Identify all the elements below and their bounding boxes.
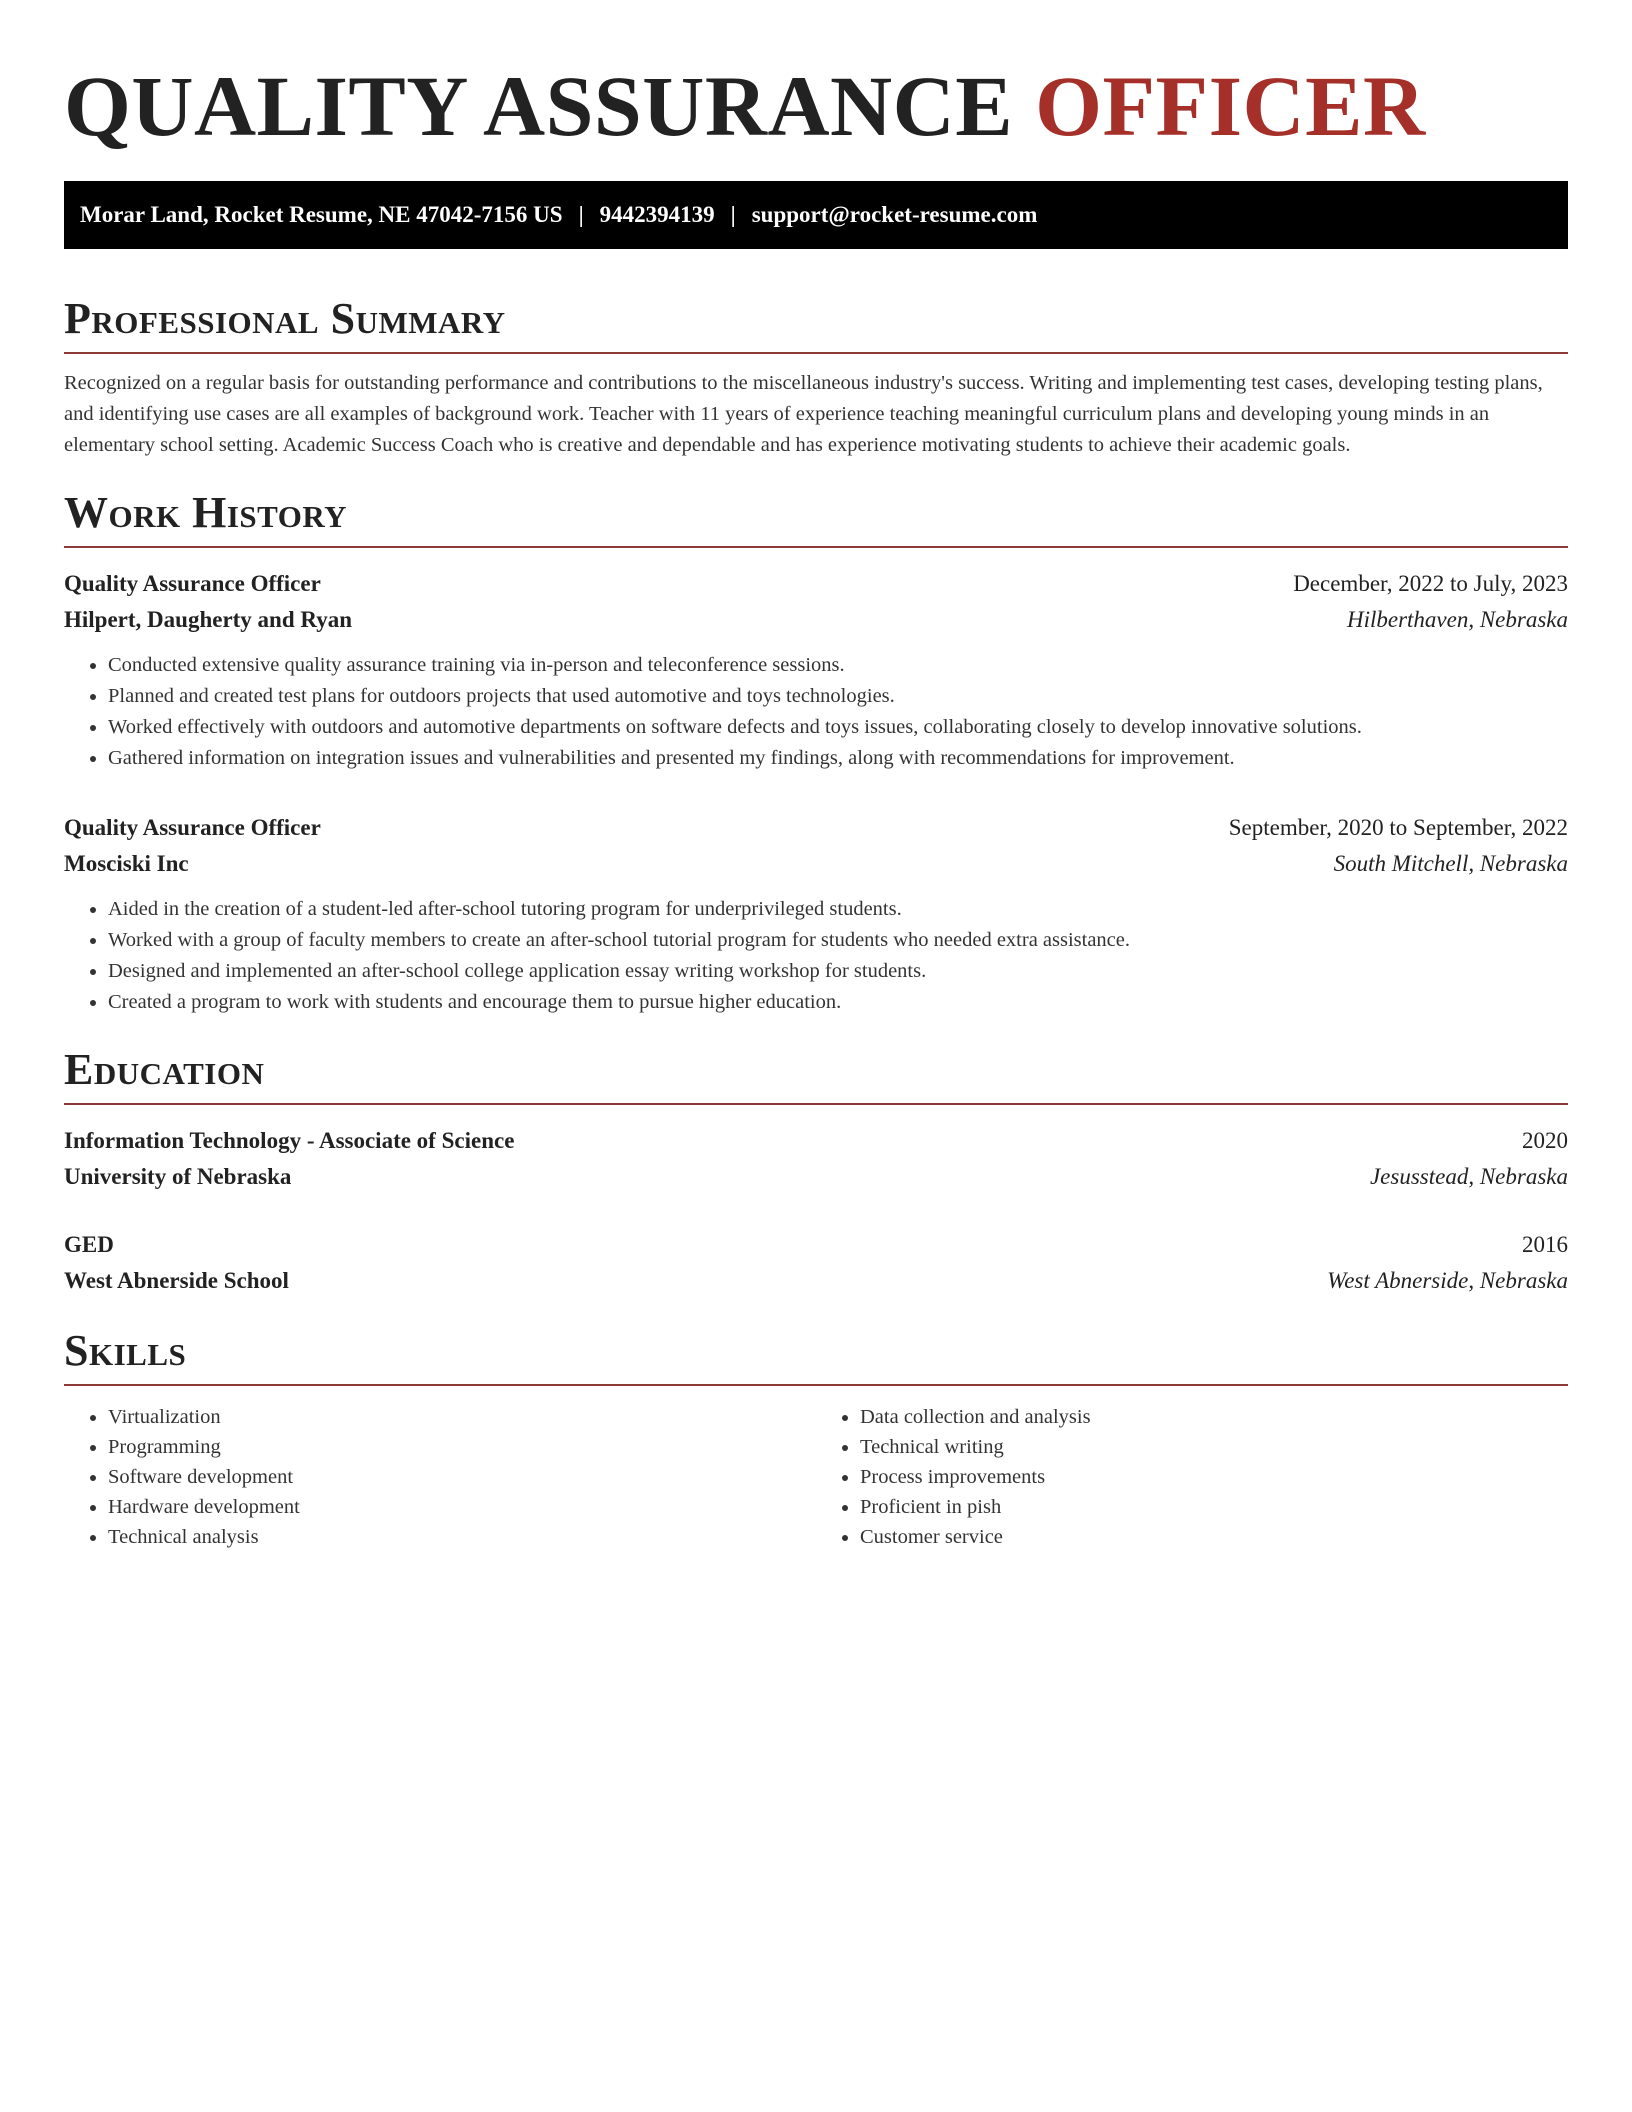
- skills-section: [64, 1325, 1568, 1552]
- professional-summary-section: [64, 293, 1568, 461]
- list-item: • Conducted extensive quality assurance training via in-person and teleconference sessions.: [108, 650, 1568, 681]
- section-heading: Education: [64, 1044, 1568, 1105]
- skill-item: • Software development: [108, 1462, 816, 1492]
- job-company: Mosciski Inc: [64, 851, 189, 877]
- job-title: Quality Assurance Officer: [64, 815, 321, 841]
- education-header-row: [64, 1123, 1568, 1159]
- skills-list-right: [816, 1402, 1568, 1552]
- title-accent: OFFICER: [1035, 58, 1426, 154]
- skills-grid: [64, 1402, 1568, 1552]
- list-item: • Created a program to work with students and encourage them to pursue higher education.: [108, 987, 1568, 1018]
- job-dates: December, 2022 to July, 2023: [1293, 571, 1568, 597]
- education-year: 2016: [1522, 1231, 1568, 1257]
- skill-item: • Proficient in pish: [860, 1492, 1568, 1522]
- degree: Information Technology - Associate of Science: [64, 1127, 515, 1153]
- job-title: Quality Assurance Officer: [64, 571, 321, 597]
- job-bullets: [64, 650, 1568, 774]
- degree: GED: [64, 1231, 114, 1257]
- education-header-row: [64, 1227, 1568, 1263]
- skill-item: • Process improvements: [860, 1462, 1568, 1492]
- school-location: West Abnerside, Nebraska: [1327, 1267, 1568, 1293]
- contact-address: Morar Land, Rocket Resume, NE 47042-7156 US: [80, 202, 563, 228]
- title-main: QUALITY ASSURANCE: [64, 58, 1014, 154]
- skill-item: • Technical analysis: [108, 1522, 816, 1552]
- education-entry: [64, 1227, 1568, 1299]
- work-history-section: [64, 487, 1568, 1018]
- job-entry: [64, 566, 1568, 774]
- education-school-row: [64, 1159, 1568, 1195]
- list-item: • Worked with a group of faculty members to create an after-school tutorial program for students who needed extra assistance.: [108, 925, 1568, 956]
- job-dates: September, 2020 to September, 2022: [1228, 815, 1568, 841]
- job-location: Hilberthaven, Nebraska: [1346, 607, 1568, 633]
- list-item: • Aided in the creation of a student-led after-school tutoring program for underprivileged students.: [108, 894, 1568, 925]
- school-location: Jesusstead, Nebraska: [1369, 1163, 1568, 1189]
- contact-phone[interactable]: 9442394139: [599, 202, 715, 228]
- list-item: • Worked effectively with outdoors and automotive departments on software defects and toys issues, collaborating closely to develop innovative solutions.: [108, 712, 1568, 743]
- education-school-row: [64, 1263, 1568, 1299]
- job-company: Hilpert, Daugherty and Ryan: [64, 607, 352, 633]
- job-company-row: [64, 846, 1568, 882]
- contact-bar: [64, 181, 1568, 249]
- contact-separator: |: [578, 202, 584, 228]
- skill-item: • Technical writing: [860, 1432, 1568, 1462]
- list-item: • Gathered information on integration issues and vulnerabilities and presented my findings, along with recommendations for improvement.: [108, 743, 1568, 774]
- job-company-row: [64, 602, 1568, 638]
- education-year: 2020: [1522, 1127, 1568, 1153]
- job-bullets: [64, 894, 1568, 1018]
- education-section: [64, 1044, 1568, 1299]
- skill-item: • Data collection and analysis: [860, 1402, 1568, 1432]
- job-header-row: [64, 810, 1568, 846]
- job-location: South Mitchell, Nebraska: [1333, 851, 1568, 877]
- section-heading: Professional Summary: [64, 293, 1568, 354]
- summary-text: Recognized on a regular basis for outstanding performance and contributions to the miscellaneous industry's success. Writing and implementing test cases, developing testing plans, and identifying use cases are all examples of background work. Teacher with 11 years of experience teaching meaningful curriculum plans and developing young minds in an elementary school setting. Academic Success Coach who is creative and dependable and has experience motivating students to achieve their academic goals.: [64, 372, 1543, 457]
- contact-email[interactable]: support@rocket-resume.com: [751, 202, 1038, 228]
- section-heading: Work History: [64, 487, 1568, 548]
- contact-separator: |: [730, 202, 736, 228]
- school-name: West Abnerside School: [64, 1267, 289, 1293]
- skills-list-left: [64, 1402, 816, 1552]
- skill-item: • Programming: [108, 1432, 816, 1462]
- skill-item: • Customer service: [860, 1522, 1568, 1552]
- list-item: • Designed and implemented an after-school college application essay writing workshop for students.: [108, 956, 1568, 987]
- resume-title: [64, 56, 1568, 157]
- job-entry: [64, 810, 1568, 1018]
- job-header-row: [64, 566, 1568, 602]
- education-entry: [64, 1123, 1568, 1195]
- school-name: University of Nebraska: [64, 1163, 292, 1189]
- section-heading: Skills: [64, 1325, 1568, 1386]
- skill-item: • Virtualization: [108, 1402, 816, 1432]
- list-item: • Planned and created test plans for outdoors projects that used automotive and toys technologies.: [108, 681, 1568, 712]
- skill-item: • Hardware development: [108, 1492, 816, 1522]
